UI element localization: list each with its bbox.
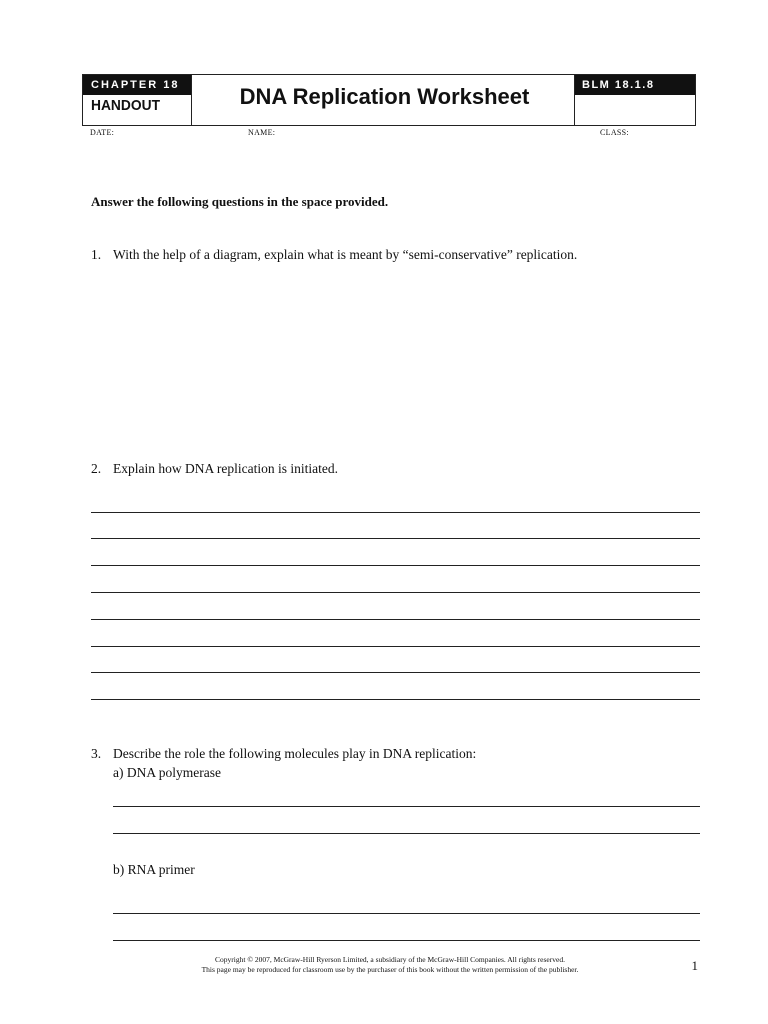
subquestion-label: b) RNA primer (113, 862, 195, 877)
reproduction-line: This page may be reproduced for classroom use by the purchaser of this book without the written permission of the publisher. (201, 965, 579, 974)
answer-line[interactable] (91, 672, 700, 673)
answer-line[interactable] (91, 592, 700, 593)
question-number: 2. (91, 461, 102, 476)
chapter-label: CHAPTER 18 (83, 75, 191, 95)
instructions: Answer the following questions in the space provided. (91, 194, 389, 209)
question-text: Explain how DNA replication is initiated. (113, 461, 338, 476)
copyright-footer (100, 955, 680, 975)
page-title: DNA Replication Worksheet (239, 84, 530, 109)
question-number: 3. (91, 746, 102, 761)
answer-line[interactable] (113, 806, 700, 807)
question-number: 1. (91, 247, 102, 262)
copyright-line: Copyright © 2007, McGraw-Hill Ryerson Limited, a subsidiary of the McGraw-Hill Companies. All rights reserved. (215, 955, 565, 964)
answer-line[interactable] (91, 538, 700, 539)
header-left-cell (83, 75, 192, 125)
blm-code: BLM 18.1.8 (575, 75, 695, 95)
header-box (82, 74, 696, 126)
answer-line[interactable] (91, 646, 700, 647)
question-text: Describe the role the following molecules play in DNA replication: (113, 746, 477, 761)
subquestion-label: a) DNA polymerase (113, 765, 221, 780)
class-label: CLASS: (600, 128, 629, 137)
answer-line[interactable] (91, 565, 700, 566)
answer-line[interactable] (113, 833, 700, 834)
page-number: 1 (691, 958, 698, 973)
name-label: NAME: (248, 128, 276, 137)
question-text: With the help of a diagram, explain what is meant by “semi-conservative” replication. (113, 247, 578, 262)
header-right-cell (574, 75, 695, 125)
answer-line[interactable] (91, 512, 700, 513)
answer-line[interactable] (113, 940, 700, 941)
handout-label: HANDOUT (91, 97, 160, 114)
answer-line[interactable] (113, 913, 700, 914)
answer-line[interactable] (91, 619, 700, 620)
date-label: DATE: (90, 128, 115, 137)
answer-line[interactable] (91, 699, 700, 700)
